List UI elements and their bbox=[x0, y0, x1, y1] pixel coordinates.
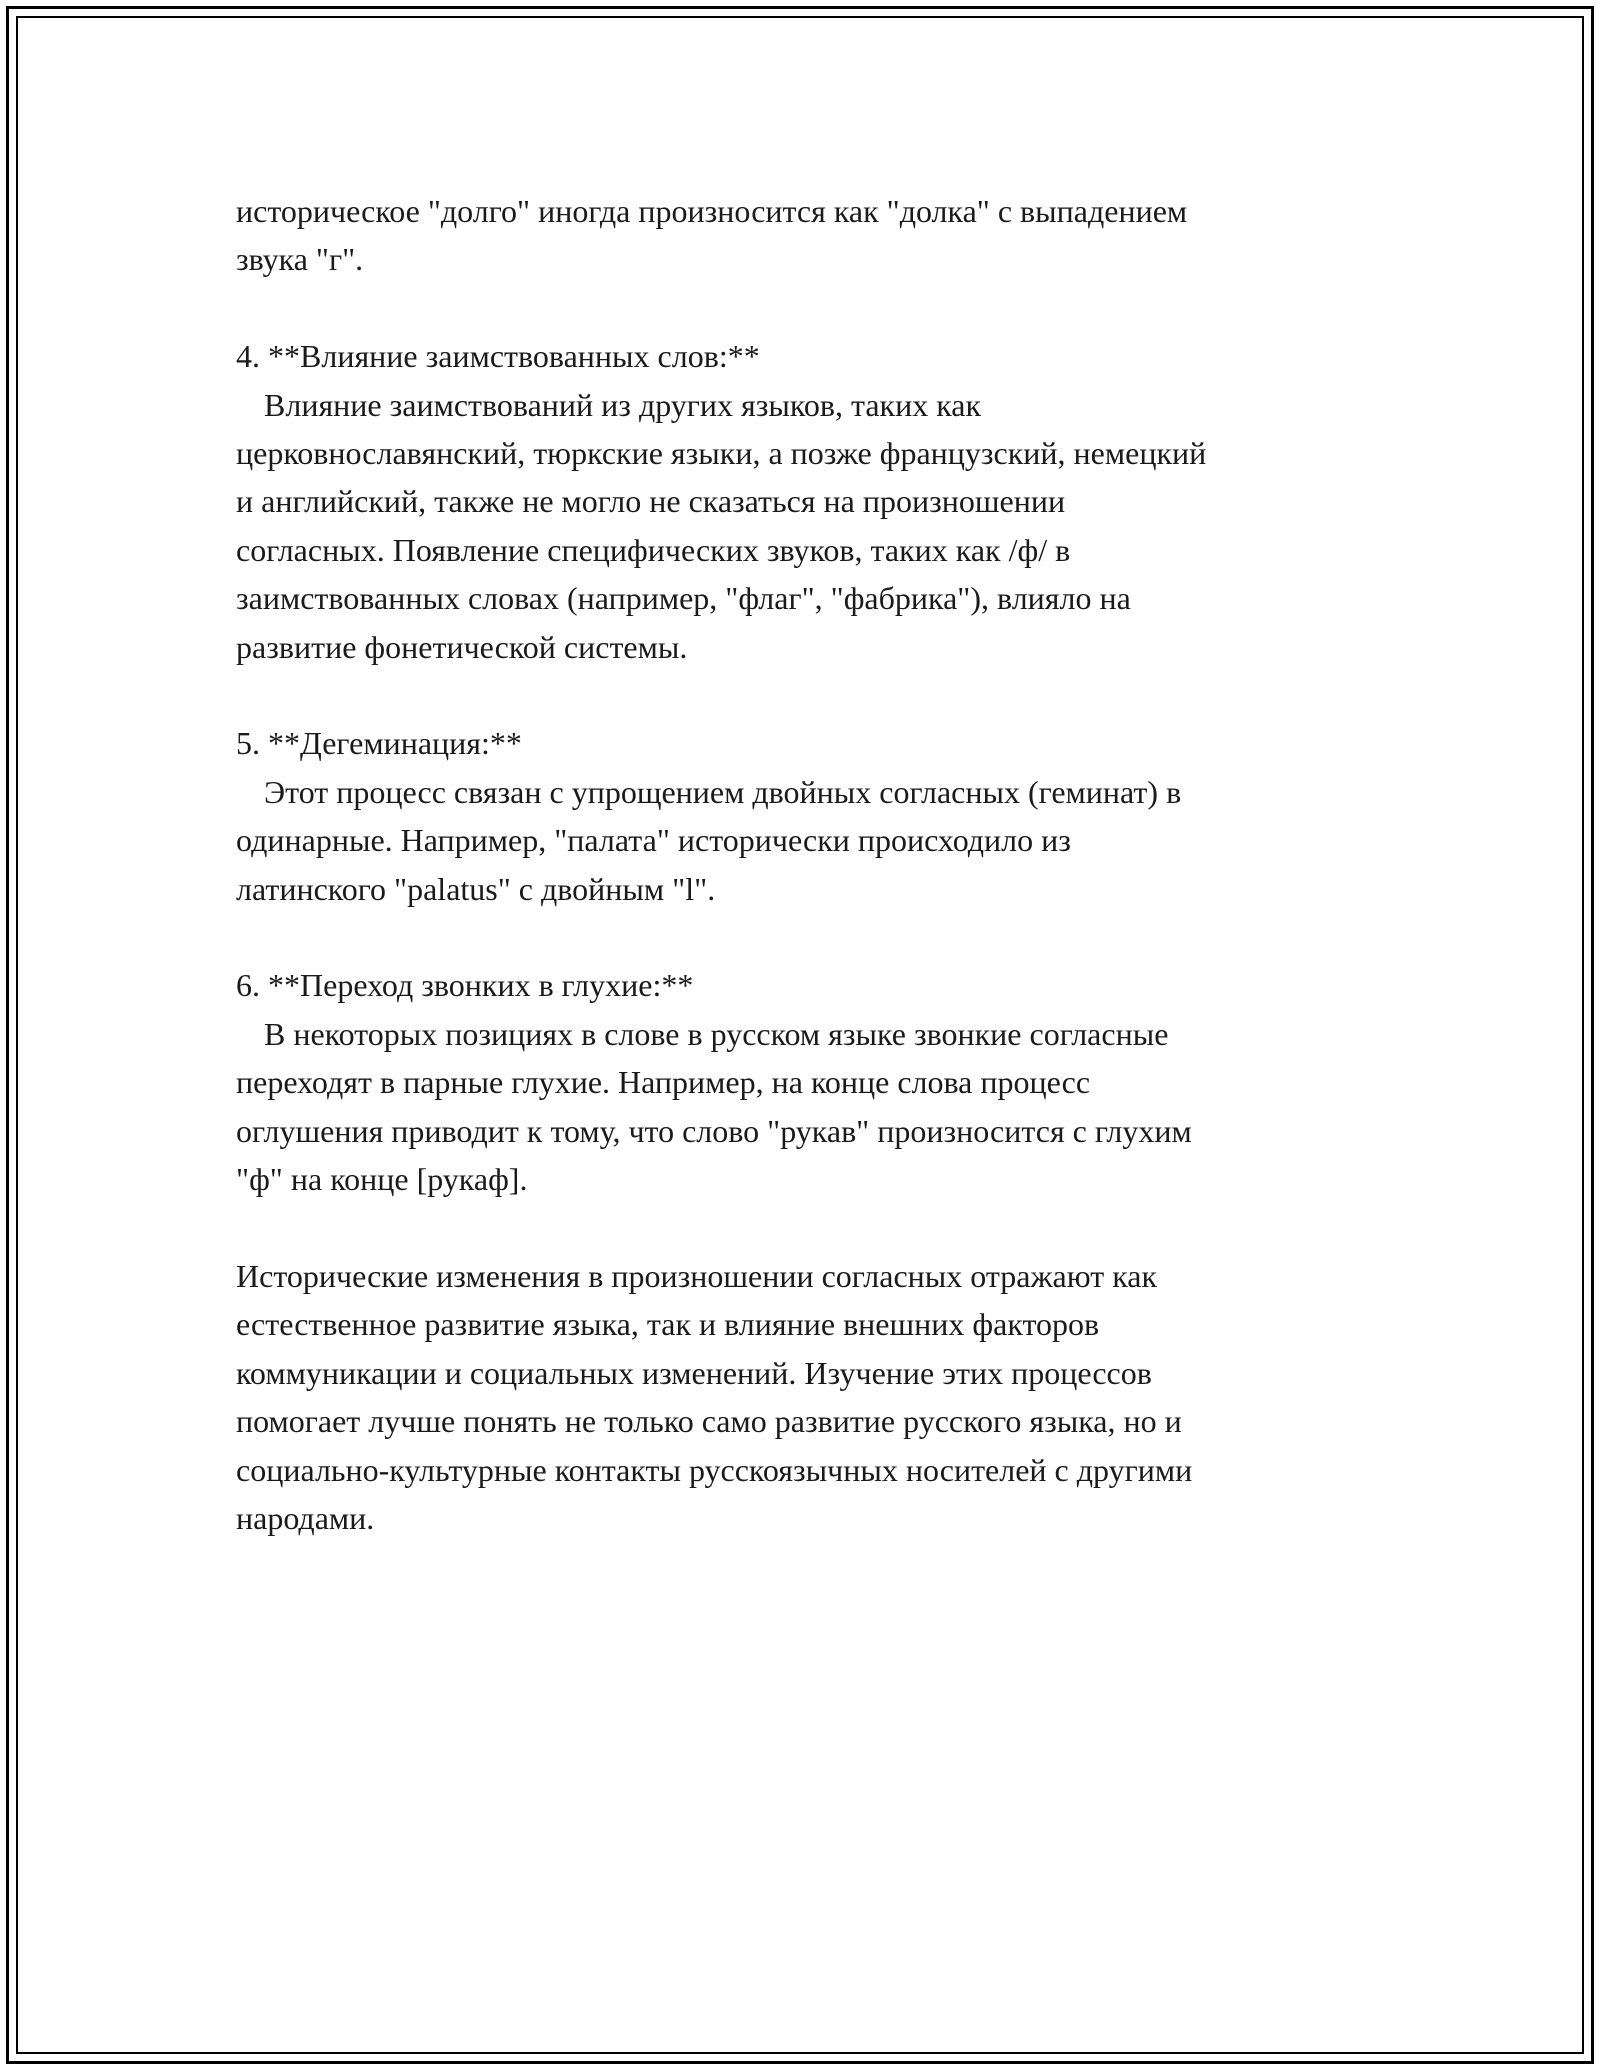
document-body bbox=[236, 187, 1371, 1542]
paragraph-gap bbox=[236, 1203, 1371, 1251]
section-heading-4: 4. **Влияние заимствованных слов:** bbox=[236, 338, 760, 375]
paragraph-gap bbox=[236, 913, 1371, 961]
section-body-5: Этот процесс связан с упрощением двойных согласных (геминат) в одинарные. Например, "палата" исторически происходило из латинского "palatus" с двойным "l". bbox=[236, 773, 1182, 907]
intro-continuation: историческое "долго" иногда произносится как "долка" с выпадением звука "г". bbox=[236, 193, 1188, 278]
paragraph-gap bbox=[236, 284, 1371, 332]
section-body-4: Влияние заимствований из других языков, таких как церковнославянский, тюркские языки, а позже французский, немецкий и английский, также не могло не сказаться на произношении согласных. Появление специфических звуков, таких как /ф/ в заимствованных словах (например, "флаг", "фабрика"), влияло на развитие фонетической системы. bbox=[236, 386, 1207, 665]
section-heading-6: 6. **Переход звонких в глухие:** bbox=[236, 967, 694, 1004]
paragraph-gap bbox=[236, 671, 1371, 719]
section-heading-5: 5. **Дегеминация:** bbox=[236, 725, 522, 762]
section-body-6: В некоторых позициях в слове в русском языке звонкие согласные переходят в парные глухие. Например, на конце слова процесс оглушения приводит к тому, что слово "рукав" произносится с глухим "ф" на конце [рукаф]. bbox=[236, 1015, 1192, 1198]
conclusion-paragraph: Исторические изменения в произношении согласных отражают как естественное развитие языка, так и влияние внешних факторов коммуникации и социальных изменений. Изучение этих процессов помогает лучше понять не только само развитие русского языка, но и социально-культурные контакты русскоязычных носителей с другими народами. bbox=[236, 1257, 1193, 1536]
